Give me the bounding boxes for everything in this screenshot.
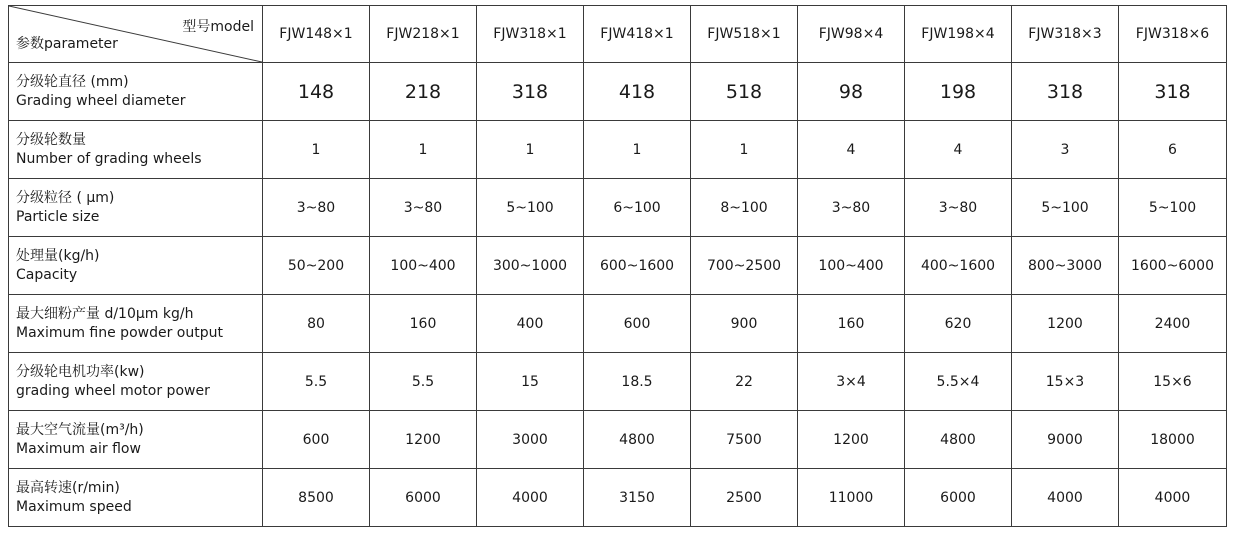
value-cell: 5~100: [1012, 179, 1119, 237]
value-cell: 8~100: [691, 179, 798, 237]
parameter-name-en: grading wheel motor power: [16, 382, 210, 399]
value-cell: 3~80: [263, 179, 370, 237]
value-cell: 600~1600: [584, 237, 691, 295]
value-cell: 4800: [905, 411, 1012, 469]
parameter-label-cell: [9, 469, 263, 527]
parameter-name-en: Capacity: [16, 266, 78, 283]
value-cell: 18.5: [584, 353, 691, 411]
value-cell: 15×6: [1119, 353, 1227, 411]
parameter-name-cn: 处理量(kg/h): [16, 247, 100, 264]
parameter-name-en: Maximum fine powder output: [16, 324, 223, 341]
value-cell: 4000: [477, 469, 584, 527]
value-cell: 80: [263, 295, 370, 353]
parameter-name-en: Number of grading wheels: [16, 150, 202, 167]
value-cell: 3~80: [370, 179, 477, 237]
value-cell: 5~100: [477, 179, 584, 237]
spec-table: [8, 5, 1227, 527]
value-cell: 620: [905, 295, 1012, 353]
model-header-label: 型号model: [182, 19, 254, 35]
parameter-header-label: 参数parameter: [16, 36, 118, 52]
value-cell: 15: [477, 353, 584, 411]
value-cell: 5.5×4: [905, 353, 1012, 411]
value-cell: 6000: [905, 469, 1012, 527]
value-cell: 318: [1119, 63, 1227, 121]
table-row: [9, 237, 1227, 295]
model-header: FJW218×1: [370, 6, 477, 63]
parameter-name-en: Particle size: [16, 208, 100, 225]
value-cell: 6: [1119, 121, 1227, 179]
value-cell: 1: [691, 121, 798, 179]
parameter-name-cn: 分级轮电机功率(kw): [16, 363, 145, 380]
parameter-name-cn: 最大空气流量(m³/h): [16, 421, 144, 438]
value-cell: 2500: [691, 469, 798, 527]
value-cell: 15×3: [1012, 353, 1119, 411]
header-row: [9, 6, 1227, 63]
value-cell: 3: [1012, 121, 1119, 179]
value-cell: 3~80: [905, 179, 1012, 237]
value-cell: 418: [584, 63, 691, 121]
header-corner-cell: [9, 6, 263, 63]
value-cell: 518: [691, 63, 798, 121]
value-cell: 98: [798, 63, 905, 121]
value-cell: 3150: [584, 469, 691, 527]
value-cell: 600: [584, 295, 691, 353]
value-cell: 318: [477, 63, 584, 121]
value-cell: 1200: [370, 411, 477, 469]
value-cell: 300~1000: [477, 237, 584, 295]
value-cell: 11000: [798, 469, 905, 527]
value-cell: 218: [370, 63, 477, 121]
value-cell: 5.5: [263, 353, 370, 411]
value-cell: 3000: [477, 411, 584, 469]
value-cell: 4000: [1119, 469, 1227, 527]
value-cell: 5.5: [370, 353, 477, 411]
parameter-name-cn: 分级轮数量: [16, 131, 86, 148]
value-cell: 4: [798, 121, 905, 179]
value-cell: 100~400: [798, 237, 905, 295]
parameter-label-cell: [9, 295, 263, 353]
parameter-name-cn: 分级轮直径 (mm): [16, 73, 129, 90]
model-header: FJW318×6: [1119, 6, 1227, 63]
parameter-name-en: Grading wheel diameter: [16, 92, 186, 109]
value-cell: 2400: [1119, 295, 1227, 353]
value-cell: 50~200: [263, 237, 370, 295]
value-cell: 800~3000: [1012, 237, 1119, 295]
value-cell: 1600~6000: [1119, 237, 1227, 295]
parameter-label-cell: [9, 237, 263, 295]
table-row: [9, 295, 1227, 353]
parameter-name-cn: 分级粒径 ( μm): [16, 189, 115, 206]
value-cell: 3~80: [798, 179, 905, 237]
model-header: FJW318×3: [1012, 6, 1119, 63]
value-cell: 1: [477, 121, 584, 179]
value-cell: 6000: [370, 469, 477, 527]
parameter-name-en: Maximum speed: [16, 498, 132, 515]
value-cell: 400~1600: [905, 237, 1012, 295]
parameter-label-cell: [9, 353, 263, 411]
value-cell: 22: [691, 353, 798, 411]
value-cell: 4800: [584, 411, 691, 469]
value-cell: 900: [691, 295, 798, 353]
value-cell: 318: [1012, 63, 1119, 121]
table-row: [9, 353, 1227, 411]
value-cell: 148: [263, 63, 370, 121]
value-cell: 3×4: [798, 353, 905, 411]
value-cell: 4: [905, 121, 1012, 179]
value-cell: 5~100: [1119, 179, 1227, 237]
table-row: [9, 469, 1227, 527]
value-cell: 6~100: [584, 179, 691, 237]
model-header: FJW98×4: [798, 6, 905, 63]
value-cell: 700~2500: [691, 237, 798, 295]
value-cell: 1: [584, 121, 691, 179]
value-cell: 1200: [798, 411, 905, 469]
value-cell: 160: [798, 295, 905, 353]
model-header: FJW318×1: [477, 6, 584, 63]
parameter-label-cell: [9, 63, 263, 121]
value-cell: 160: [370, 295, 477, 353]
parameter-label-cell: [9, 121, 263, 179]
value-cell: 7500: [691, 411, 798, 469]
parameter-name-en: Maximum air flow: [16, 440, 141, 457]
value-cell: 8500: [263, 469, 370, 527]
model-header: FJW418×1: [584, 6, 691, 63]
value-cell: 1: [263, 121, 370, 179]
parameter-label-cell: [9, 411, 263, 469]
value-cell: 100~400: [370, 237, 477, 295]
value-cell: 18000: [1119, 411, 1227, 469]
parameter-name-cn: 最高转速(r/min): [16, 479, 120, 496]
model-header: FJW518×1: [691, 6, 798, 63]
table-row: [9, 121, 1227, 179]
value-cell: 600: [263, 411, 370, 469]
table-row: [9, 179, 1227, 237]
value-cell: 4000: [1012, 469, 1119, 527]
value-cell: 1200: [1012, 295, 1119, 353]
value-cell: 198: [905, 63, 1012, 121]
parameter-label-cell: [9, 179, 263, 237]
table-row: [9, 411, 1227, 469]
parameter-name-cn: 最大细粉产量 d/10μm kg/h: [16, 305, 194, 322]
model-header: FJW148×1: [263, 6, 370, 63]
table-row: [9, 63, 1227, 121]
value-cell: 400: [477, 295, 584, 353]
model-header: FJW198×4: [905, 6, 1012, 63]
value-cell: 1: [370, 121, 477, 179]
value-cell: 9000: [1012, 411, 1119, 469]
